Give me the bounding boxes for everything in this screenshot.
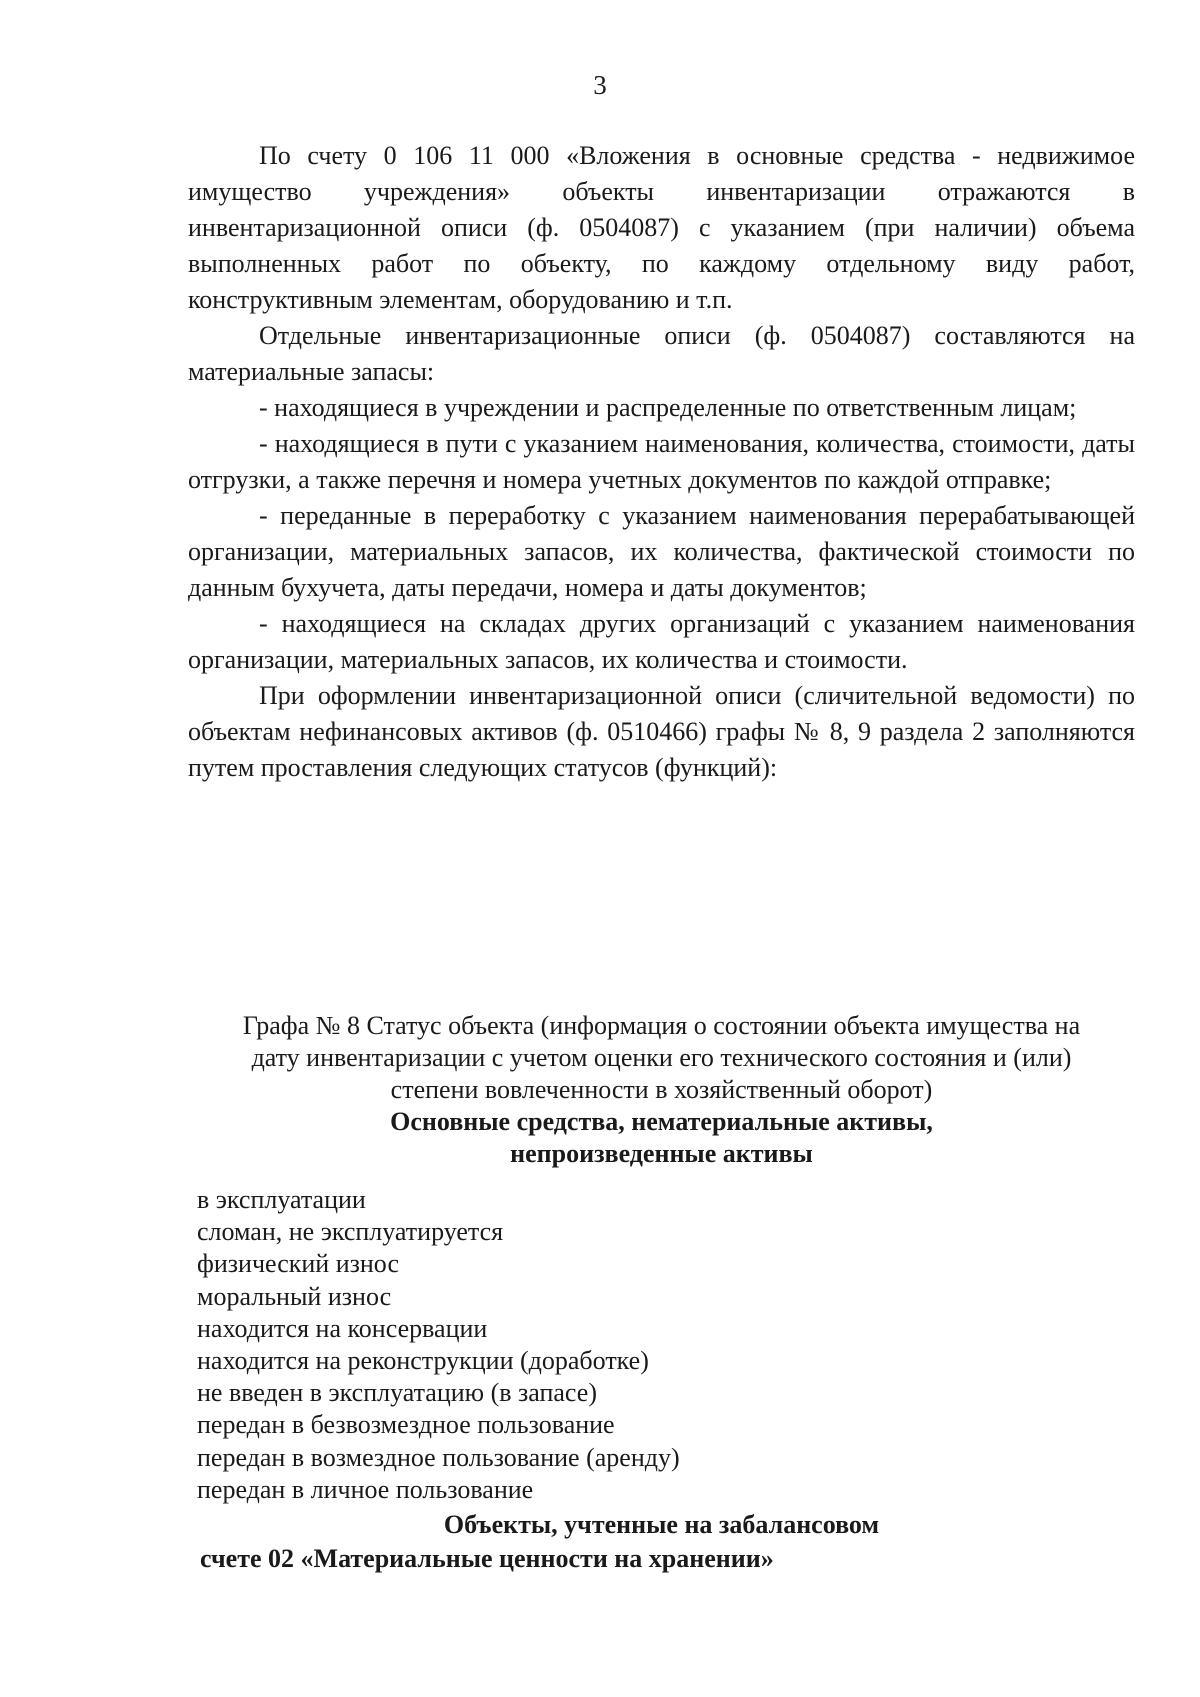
column-8-caption: [188, 1010, 1135, 1106]
caption-line: степени вовлеченности в хозяйственный оборот): [390, 1075, 933, 1104]
status-item: сломан, не эксплуатируется: [197, 1217, 504, 1247]
status-item: в эксплуатации: [197, 1185, 366, 1214]
heading-line: счете 02 «Материальные ценности на хранении»: [200, 1544, 774, 1574]
status-list: [188, 1184, 1135, 1506]
paragraph-form-filling: При оформлении инвентаризационной описи (сличительной ведомости) по объектам нефинансовых активов (ф. 0510466) графы № 8, 9 раздела 2 заполняются путем проставления следующих статусов (функций):: [188, 681, 1135, 782]
heading-line: непроизведенные активы: [510, 1139, 813, 1168]
off-balance-heading: [188, 1508, 1135, 1576]
status-item: передан в личное пользование: [197, 1474, 534, 1504]
status-item: моральный износ: [197, 1281, 392, 1311]
page-number: 3: [593, 70, 607, 100]
paragraph-item-in-institution: - находящиеся в учреждении и распределенные по ответственным лицам;: [259, 393, 1077, 422]
column-8-section: [188, 1010, 1135, 1576]
heading-line: Объекты, учтенные на забалансовом: [443, 1510, 880, 1540]
paragraph-account-106: По счету 0 106 11 000 «Вложения в основные средства - недвижимое имущество учреждения» объекты инвентаризации отражаются в инвентаризационной описи (ф. 0504087) с указанием (при наличии) объема выполненных работ по объекту, по каждому отдельному виду работ, конструктивным элементам, оборудованию и т.п.: [188, 141, 1135, 314]
paragraph-item-other-warehouses: - находящиеся на складах других организаций с указанием наименования организации, материальных запасов, их количества и стоимости.: [188, 609, 1135, 674]
fixed-assets-heading: [188, 1106, 1135, 1170]
status-item: находится на реконструкции (доработке): [197, 1346, 649, 1376]
status-item: передан в возмездное пользование (аренду): [197, 1442, 680, 1472]
status-item: передан в безвозмездное пользование: [197, 1410, 615, 1440]
paragraph-item-in-processing: - переданные в переработку с указанием наименования перерабатывающей организации, материальных запасов, их количества, фактической стоимости по данным бухучета, даты передачи, номера и даты документов;: [188, 501, 1135, 602]
paragraph-item-in-transit: - находящиеся в пути с указанием наименования, количества, стоимости, даты отгрузки, а также перечня и номера учетных документов по каждой отправке;: [188, 429, 1135, 494]
caption-line: Графа № 8 Статус объекта (информация о состоянии объекта имущества на: [242, 1011, 1081, 1040]
paragraph-separate-inventories: Отдельные инвентаризационные описи (ф. 0504087) составляются на материальные запасы:: [188, 321, 1135, 386]
status-item: физический износ: [197, 1249, 399, 1279]
heading-line: Основные средства, нематериальные активы,: [390, 1107, 933, 1136]
status-item: находится на консервации: [197, 1313, 488, 1343]
caption-line: дату инвентаризации с учетом оценки его технического состояния и (или): [251, 1043, 1072, 1072]
body-text: [188, 138, 1135, 786]
status-item: не введен в эксплуатацию (в запасе): [197, 1378, 597, 1408]
